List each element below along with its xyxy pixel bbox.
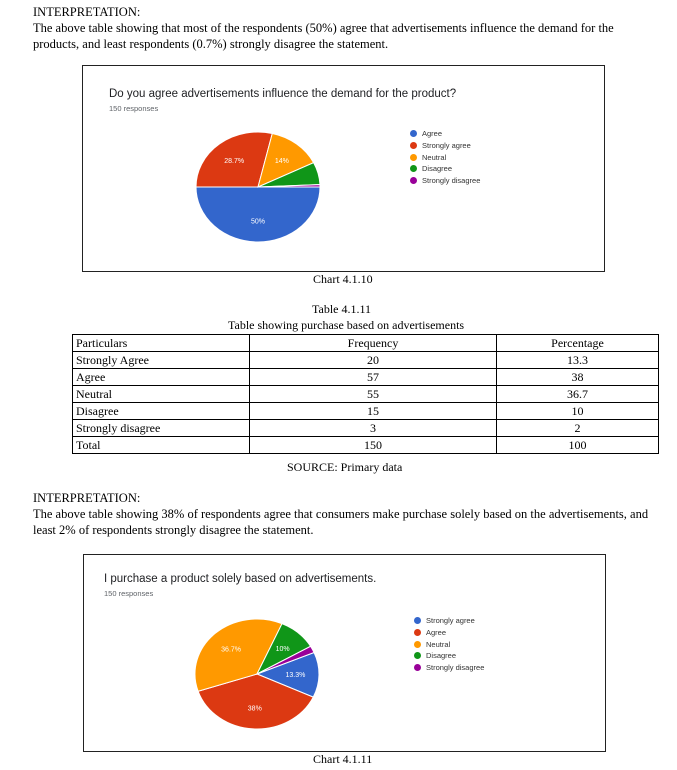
- legend-label: Neutral: [426, 639, 451, 649]
- row-percentage: 10: [497, 403, 659, 420]
- row-frequency: 150: [250, 437, 497, 454]
- chart-2-pie: [192, 617, 322, 731]
- legend-label: Agree: [426, 628, 447, 638]
- legend-item-agree: [410, 128, 480, 140]
- interpretation-1: [33, 4, 658, 52]
- legend-label: Strongly disagree: [426, 663, 485, 673]
- table-total-row: [73, 437, 659, 454]
- table-row: [73, 369, 659, 386]
- legend-item-strongly-disagree: [410, 175, 480, 187]
- chart-2-title: I purchase a product solely based on advertisements.: [104, 573, 377, 585]
- chart-2-caption: Chart 4.1.11: [313, 752, 373, 766]
- pie-data-label-neutral: 14%: [274, 157, 289, 165]
- row-frequency: 15: [250, 403, 497, 420]
- legend-item-neutral: [410, 151, 480, 163]
- pie-data-label-strongly-agree: 13.3%: [285, 672, 306, 680]
- row-particular: Strongly disagree: [73, 420, 250, 437]
- table-row: [73, 420, 659, 437]
- row-particular: Agree: [73, 369, 250, 386]
- row-percentage: 100: [497, 437, 659, 454]
- pie-data-label-agree: 38%: [247, 705, 262, 713]
- pie-slice-agree: [196, 187, 320, 242]
- pie-data-label-strongly-agree: 28.7%: [224, 157, 245, 165]
- pie-data-label-agree: 50%: [250, 218, 266, 226]
- table-header-row: [73, 335, 659, 352]
- row-frequency: 57: [250, 369, 497, 386]
- chart-1-subtitle: 150 responses: [109, 104, 159, 113]
- row-frequency: 55: [250, 386, 497, 403]
- legend-label: Agree: [422, 129, 443, 139]
- row-particular: Neutral: [73, 386, 250, 403]
- legend-dot-icon: [410, 142, 417, 149]
- table-row: [73, 352, 659, 369]
- legend-item-strongly-agree: [410, 140, 480, 152]
- legend-item-neutral: [414, 638, 484, 650]
- chart-1-card: [82, 65, 605, 272]
- legend-dot-icon: [414, 652, 421, 659]
- row-percentage: 36.7: [497, 386, 659, 403]
- row-frequency: 3: [250, 420, 497, 437]
- interpretation-2-heading: INTERPRETATION:: [33, 491, 141, 505]
- row-percentage: 2: [497, 420, 659, 437]
- chart-2-subtitle: 150 responses: [104, 589, 154, 598]
- legend-label: Neutral: [422, 152, 447, 162]
- interpretation-2: [33, 490, 658, 538]
- table-row: [73, 403, 659, 420]
- row-particular: Strongly Agree: [73, 352, 250, 369]
- legend-dot-icon: [414, 617, 421, 624]
- chart-1-caption: Chart 4.1.10: [313, 272, 373, 286]
- interpretation-2-text: The above table showing 38% of respondents agree that consumers make purchase solely based on the advertisements, and least 2% of respondents strongly disagree the statement.: [33, 507, 649, 537]
- legend-label: Strongly disagree: [422, 176, 481, 186]
- legend-dot-icon: [410, 165, 417, 172]
- legend-label: Strongly agree: [422, 141, 471, 151]
- legend-label: Strongly agree: [426, 616, 475, 626]
- legend-item-strongly-agree: [414, 615, 484, 627]
- chart-1-title: Do you agree advertisements influence the demand for the product?: [109, 88, 457, 100]
- table-caption: Table 4.1.11: [312, 302, 372, 316]
- legend-label: Disagree: [422, 164, 453, 174]
- interpretation-1-heading: INTERPRETATION:: [33, 5, 141, 19]
- legend-label: Disagree: [426, 651, 457, 661]
- legend-dot-icon: [410, 154, 417, 161]
- row-particular: Total: [73, 437, 250, 454]
- chart-1-legend: [410, 128, 480, 186]
- legend-dot-icon: [414, 629, 421, 636]
- header-percentage: Percentage: [497, 335, 659, 352]
- legend-item-disagree: [410, 163, 480, 175]
- legend-dot-icon: [410, 177, 417, 184]
- table-title: Table showing purchase based on advertisements: [228, 318, 465, 332]
- row-percentage: 38: [497, 369, 659, 386]
- chart-1-pie: [193, 130, 323, 244]
- legend-dot-icon: [414, 641, 421, 648]
- interpretation-1-text: The above table showing that most of the respondents (50%) agree that advertisements influence the demand for the products, and least respondents (0.7%) strongly disagree the statement.: [33, 21, 614, 51]
- row-particular: Disagree: [73, 403, 250, 420]
- legend-item-strongly-disagree: [414, 662, 484, 674]
- header-particulars: Particulars: [73, 335, 250, 352]
- legend-item-agree: [414, 627, 484, 639]
- legend-dot-icon: [414, 664, 421, 671]
- row-frequency: 20: [250, 352, 497, 369]
- chart-2-card: [83, 554, 606, 752]
- row-percentage: 13.3: [497, 352, 659, 369]
- table-row: [73, 386, 659, 403]
- legend-item-disagree: [414, 650, 484, 662]
- pie-data-label-disagree: 10%: [275, 646, 290, 654]
- legend-dot-icon: [410, 130, 417, 137]
- purchase-table: [72, 334, 659, 454]
- header-frequency: Frequency: [250, 335, 497, 352]
- chart-2-legend: [414, 615, 484, 673]
- pie-data-label-neutral: 36.7%: [221, 646, 242, 654]
- table-source: SOURCE: Primary data: [287, 460, 403, 474]
